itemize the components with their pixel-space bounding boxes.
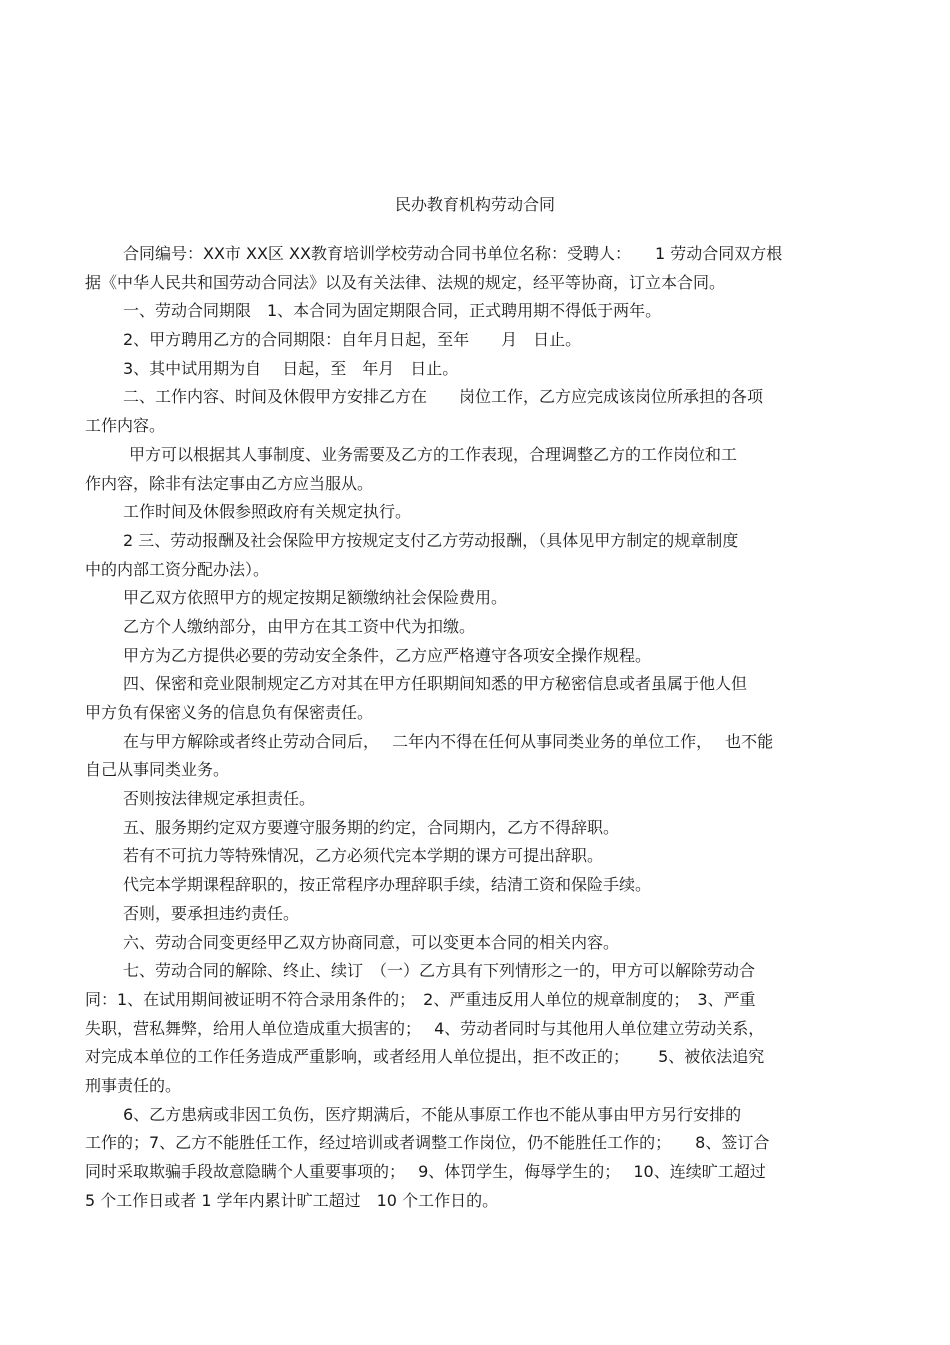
text-line: 五、服务期约定双方要遵守服务期的约定，合同期内，乙方不得辞职。 (123, 817, 620, 837)
text-line: 对完成本单位的工作任务造成严重影响，或者经用人单位提出，拒不改正的； 5、被依法追究 (85, 1047, 765, 1067)
text-line: 二、工作内容、时间及休假甲方安排乙方在 岗位工作，乙方应完成该岗位所承担的各项 (123, 387, 764, 407)
text-line: 代完本学期课程辞职的，按正常程序办理辞职手续，结清工资和保险手续。 (123, 875, 652, 895)
text-line: 甲方可以根据其人事制度、业务需要及乙方的工作表现，合理调整乙方的工作岗位和工 (129, 444, 738, 464)
text-line: 否则，要承担违约责任。 (123, 903, 300, 923)
text-line: 6、乙方患病或非因工负伤，医疗期满后，不能从事原工作也不能从事由甲方另行安排的 (123, 1104, 742, 1124)
text-line: 刑事责任的。 (85, 1075, 182, 1095)
text-line: 作内容，除非有法定事由乙方应当服从。 (85, 473, 374, 493)
text-line: 失职，营私舞弊，给用人单位造成重大损害的； 4、劳动者同时与其他用人单位建立劳动关系， (85, 1018, 765, 1038)
document-body (85, 240, 875, 1215)
text-line: 六、劳动合同变更经甲乙双方协商同意，可以变更本合同的相关内容。 (123, 932, 620, 952)
text-line: 工作内容。 (85, 416, 166, 436)
text-line: 若有不可抗力等特殊情况，乙方必须代完本学期的课方可提出辞职。 (123, 846, 604, 866)
text-line: 同：1、在试用期间被证明不符合录用条件的； 2、严重违反用人单位的规章制度的； 3、严重 (85, 989, 756, 1009)
text-line: 乙方个人缴纳部分，由甲方在其工资中代为扣缴。 (123, 616, 476, 636)
text-line: 2 三、劳动报酬及社会保险甲方按规定支付乙方劳动报酬，（具体见甲方制定的规章制度 (123, 530, 739, 550)
text-line: 否则按法律规定承担责任。 (123, 789, 316, 809)
text-line: 合同编号：XX市 XX区 XX教育培训学校劳动合同书单位名称：受聘人： 1 劳动合同双方根 (123, 244, 783, 263)
text-line: 四、保密和竞业限制规定乙方对其在甲方任职期间知悉的甲方秘密信息或者虽属于他人但 (123, 674, 748, 694)
text-line: 据《中华人民共和国劳动合同法》以及有关法律、法规的规定，经平等协商，订立本合同。 (85, 272, 726, 292)
text-line: 在与甲方解除或者终止劳动合同后， 二年内不得在任何从事同类业务的单位工作， 也不能 (123, 731, 774, 751)
text-line: 工作的；7、乙方不能胜任工作，经过培训或者调整工作岗位，仍不能胜任工作的； 8、签订合 (85, 1133, 770, 1153)
document-title: 民办教育机构劳动合同 (394, 195, 555, 214)
text-line: 甲乙双方依照甲方的规定按期足额缴纳社会保险费用。 (123, 588, 508, 608)
text-line: 5 个工作日或者 1 学年内累计旷工超过 10 个工作日的。 (85, 1190, 499, 1210)
text-line: 七、劳动合同的解除、终止、续订 （一）乙方具有下列情形之一的，甲方可以解除劳动合 (123, 961, 756, 981)
text-line: 甲方为乙方提供必要的劳动安全条件，乙方应严格遵守各项安全操作规程。 (123, 645, 652, 665)
text-line: 同时采取欺骗手段故意隐瞒个人重要事项的； 9、体罚学生，侮辱学生的； 10、连续旷工超过 (85, 1162, 766, 1181)
text-line: 3、其中试用期为自 日起，至 年月 日止。 (123, 358, 459, 378)
text-line: 中的内部工资分配办法）。 (85, 559, 270, 579)
text-line: 工作时间及休假参照政府有关规定执行。 (123, 502, 412, 522)
text-line: 甲方负有保密义务的信息负有保密责任。 (85, 703, 374, 722)
text-line: 一、劳动合同期限 1、本合同为固定期限合同，正式聘用期不得低于两年。 (123, 301, 662, 321)
text-line: 2、甲方聘用乙方的合同期限：自年月日起，至年 月 日止。 (123, 330, 582, 350)
text-line: 自己从事同类业务。 (85, 760, 230, 780)
